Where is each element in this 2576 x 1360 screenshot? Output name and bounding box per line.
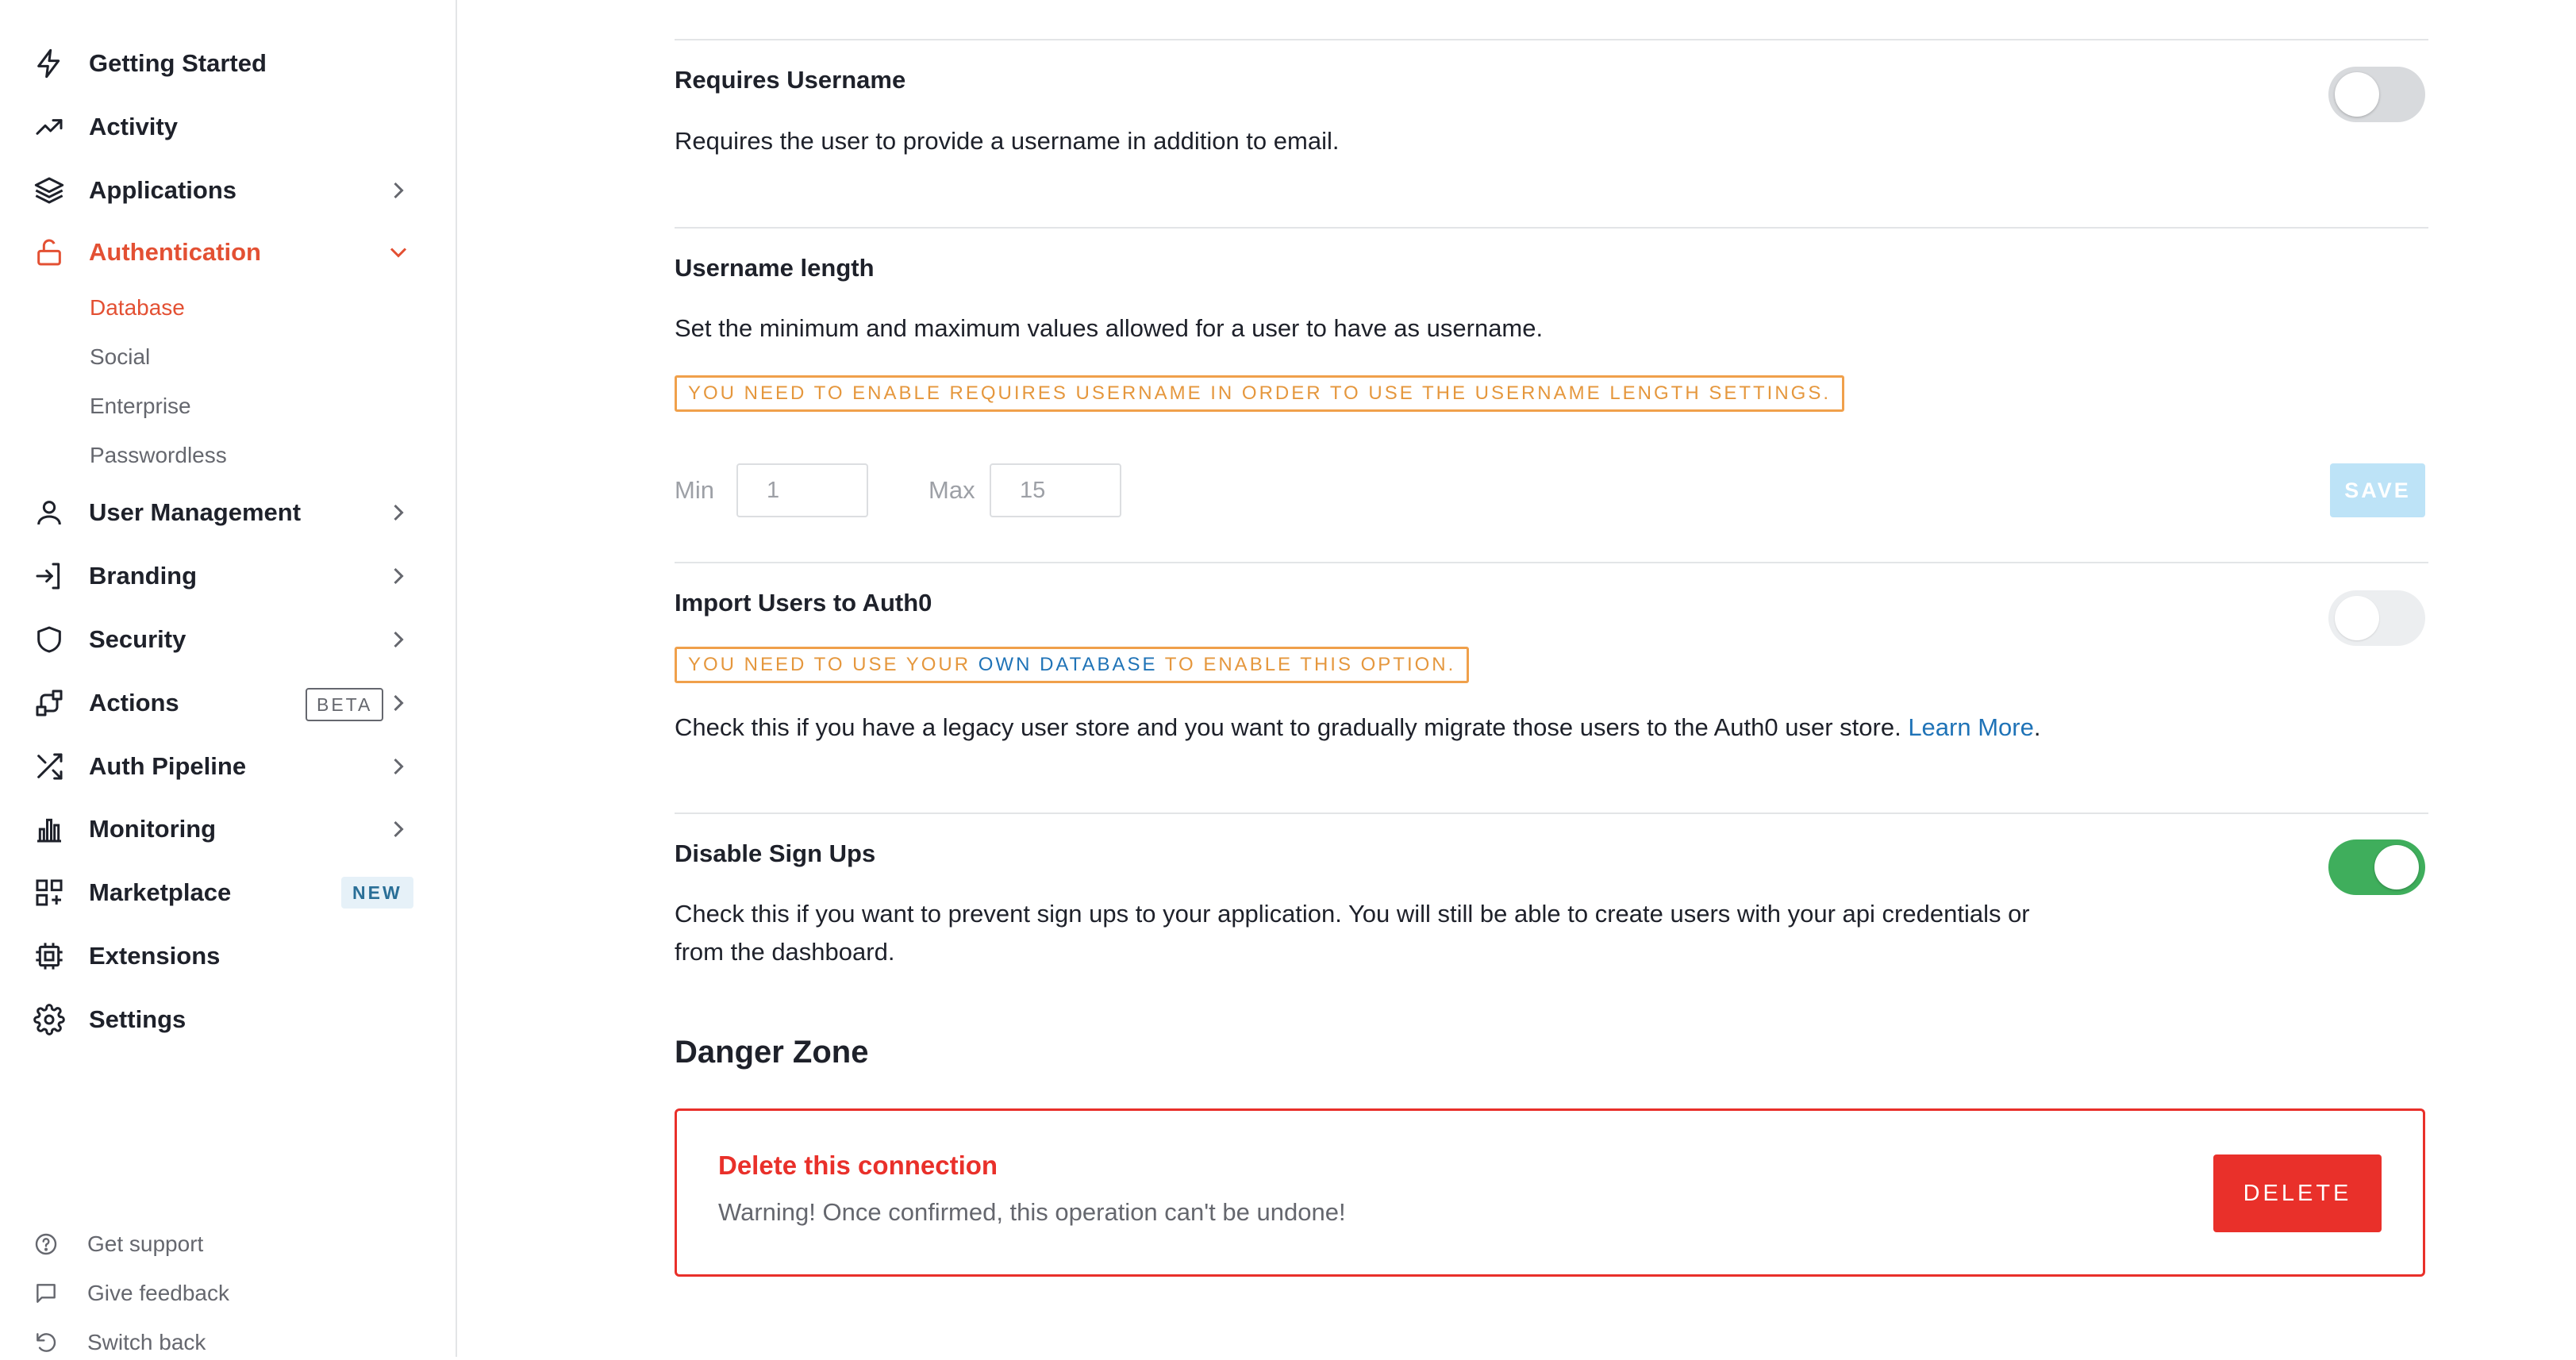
toggle-knob (2335, 72, 2379, 117)
chevron-right-icon (384, 815, 413, 843)
sidebar-item-applications[interactable] (32, 167, 421, 214)
sidebar-item-authentication[interactable] (32, 229, 421, 276)
sidebar-item-user-management[interactable] (32, 489, 421, 536)
sidebar-subitem-database[interactable]: Database (90, 295, 185, 320)
bar-chart-icon (32, 812, 67, 847)
username-length-title: Username length (675, 254, 875, 282)
sidebar-item-label: Settings (89, 1005, 186, 1033)
delete-connection-heading: Delete this connection (718, 1151, 998, 1180)
sidebar-item-label: Applications (89, 176, 237, 204)
sidebar-item-label: Monitoring (89, 815, 217, 843)
disable-signups-desc-line1: Check this if you want to prevent sign ups to your application. You will still be able to create users with your api credentials or (675, 900, 2030, 928)
switch-back-link[interactable] (32, 1325, 206, 1360)
give-feedback-link[interactable] (32, 1276, 229, 1311)
sidebar-item-label: Activity (89, 113, 178, 140)
max-label: Max (929, 476, 975, 504)
sidebar-subitem-social[interactable]: Social (90, 344, 151, 369)
min-label: Min (675, 476, 714, 504)
unlock-icon (32, 235, 67, 270)
section-divider (675, 39, 2428, 40)
new-badge: NEW (341, 877, 413, 909)
min-length-input[interactable] (736, 463, 868, 517)
layers-icon (32, 173, 67, 208)
learn-more-link[interactable]: Learn More (1908, 713, 2034, 741)
requires-username-toggle[interactable] (2328, 67, 2425, 122)
sidebar-item-label: User Management (89, 498, 302, 526)
own-database-link[interactable]: OWN DATABASE (978, 654, 1158, 675)
disable-signups-desc-line2: from the dashboard. (675, 938, 895, 966)
chevron-down-icon (384, 238, 413, 267)
sidebar-item-monitoring[interactable] (32, 805, 421, 853)
delete-connection-warning: Warning! Once confirmed, this operation can't be undone! (718, 1198, 1346, 1226)
chevron-right-icon (384, 498, 413, 527)
user-icon (32, 495, 67, 530)
get-support-link[interactable] (32, 1227, 203, 1262)
give-feedback-label: Give feedback (87, 1281, 229, 1305)
username-length-desc: Set the minimum and maximum values allowed for a user to have as username. (675, 314, 1544, 342)
desc-period: . (2033, 713, 2041, 741)
disable-signups-title: Disable Sign Ups (675, 839, 876, 867)
delete-button[interactable]: DELETE (2213, 1154, 2382, 1232)
sidebar-item-settings[interactable] (32, 996, 421, 1043)
chevron-right-icon (384, 562, 413, 590)
requires-username-title: Requires Username (675, 66, 906, 94)
sidebar-item-label: Marketplace (89, 878, 232, 906)
toggle-knob (2335, 596, 2379, 640)
login-icon (32, 559, 67, 594)
sidebar-item-security[interactable] (32, 616, 421, 663)
import-users-desc (675, 709, 2040, 747)
sidebar-item-activity[interactable] (32, 103, 421, 151)
beta-badge: BETA (306, 688, 383, 721)
disable-signups-toggle[interactable] (2328, 839, 2425, 895)
sidebar-item-label: Actions (89, 689, 179, 716)
help-circle-icon (32, 1230, 60, 1258)
requires-username-desc: Requires the user to provide a username in addition to email. (675, 127, 1340, 155)
sidebar (0, 0, 457, 1357)
sidebar-item-label: Auth Pipeline (89, 752, 247, 780)
warning-text-post: TO ENABLE THIS OPTION. (1157, 654, 1456, 675)
import-users-title: Import Users to Auth0 (675, 589, 932, 617)
sidebar-subitem-enterprise[interactable]: Enterprise (90, 394, 191, 418)
shield-icon (32, 622, 67, 657)
chevron-right-icon (384, 689, 413, 717)
section-divider (675, 227, 2428, 229)
trending-up-icon (32, 109, 67, 144)
message-icon (32, 1279, 60, 1308)
sidebar-item-extensions[interactable] (32, 932, 421, 980)
actions-flow-icon (32, 686, 67, 720)
get-support-label: Get support (87, 1231, 204, 1256)
switch-back-label: Switch back (87, 1330, 206, 1354)
max-length-input[interactable] (990, 463, 1121, 517)
sidebar-item-branding[interactable] (32, 552, 421, 600)
bolt-icon (32, 46, 67, 81)
chevron-right-icon (384, 176, 413, 205)
toggle-knob (2374, 845, 2419, 889)
sidebar-item-getting-started[interactable] (32, 40, 421, 87)
sidebar-subitem-passwordless[interactable]: Passwordless (90, 443, 227, 467)
chip-icon (32, 939, 67, 974)
import-users-desc-text: Check this if you have a legacy user store and you want to gradually migrate those users to the Auth0 user store. (675, 713, 1909, 741)
sidebar-item-marketplace[interactable] (32, 869, 421, 916)
warning-text-pre: YOU NEED TO USE YOUR (688, 654, 978, 675)
grid-plus-icon (32, 875, 67, 910)
section-divider (675, 813, 2428, 814)
sidebar-item-label: Security (89, 625, 186, 653)
danger-zone-title: Danger Zone (675, 1035, 869, 1070)
save-button[interactable]: SAVE (2330, 463, 2425, 517)
undo-icon (32, 1328, 60, 1357)
sidebar-item-label: Getting Started (89, 49, 267, 77)
sidebar-item-label: Authentication (89, 238, 261, 266)
section-divider (675, 562, 2428, 563)
sidebar-item-actions[interactable] (32, 679, 421, 727)
username-length-warning: YOU NEED TO ENABLE REQUIRES USERNAME IN ORDER TO USE THE USERNAME LENGTH SETTINGS. (675, 375, 1844, 412)
gear-icon (32, 1002, 67, 1037)
import-users-toggle[interactable] (2328, 590, 2425, 646)
import-users-warning (675, 647, 1469, 683)
sidebar-item-label: Branding (89, 562, 198, 590)
danger-zone-box (675, 1108, 2425, 1277)
chevron-right-icon (384, 625, 413, 654)
chevron-right-icon (384, 752, 413, 781)
sidebar-item-label: Extensions (89, 942, 221, 970)
shuffle-icon (32, 749, 67, 784)
sidebar-item-auth-pipeline[interactable] (32, 743, 421, 790)
